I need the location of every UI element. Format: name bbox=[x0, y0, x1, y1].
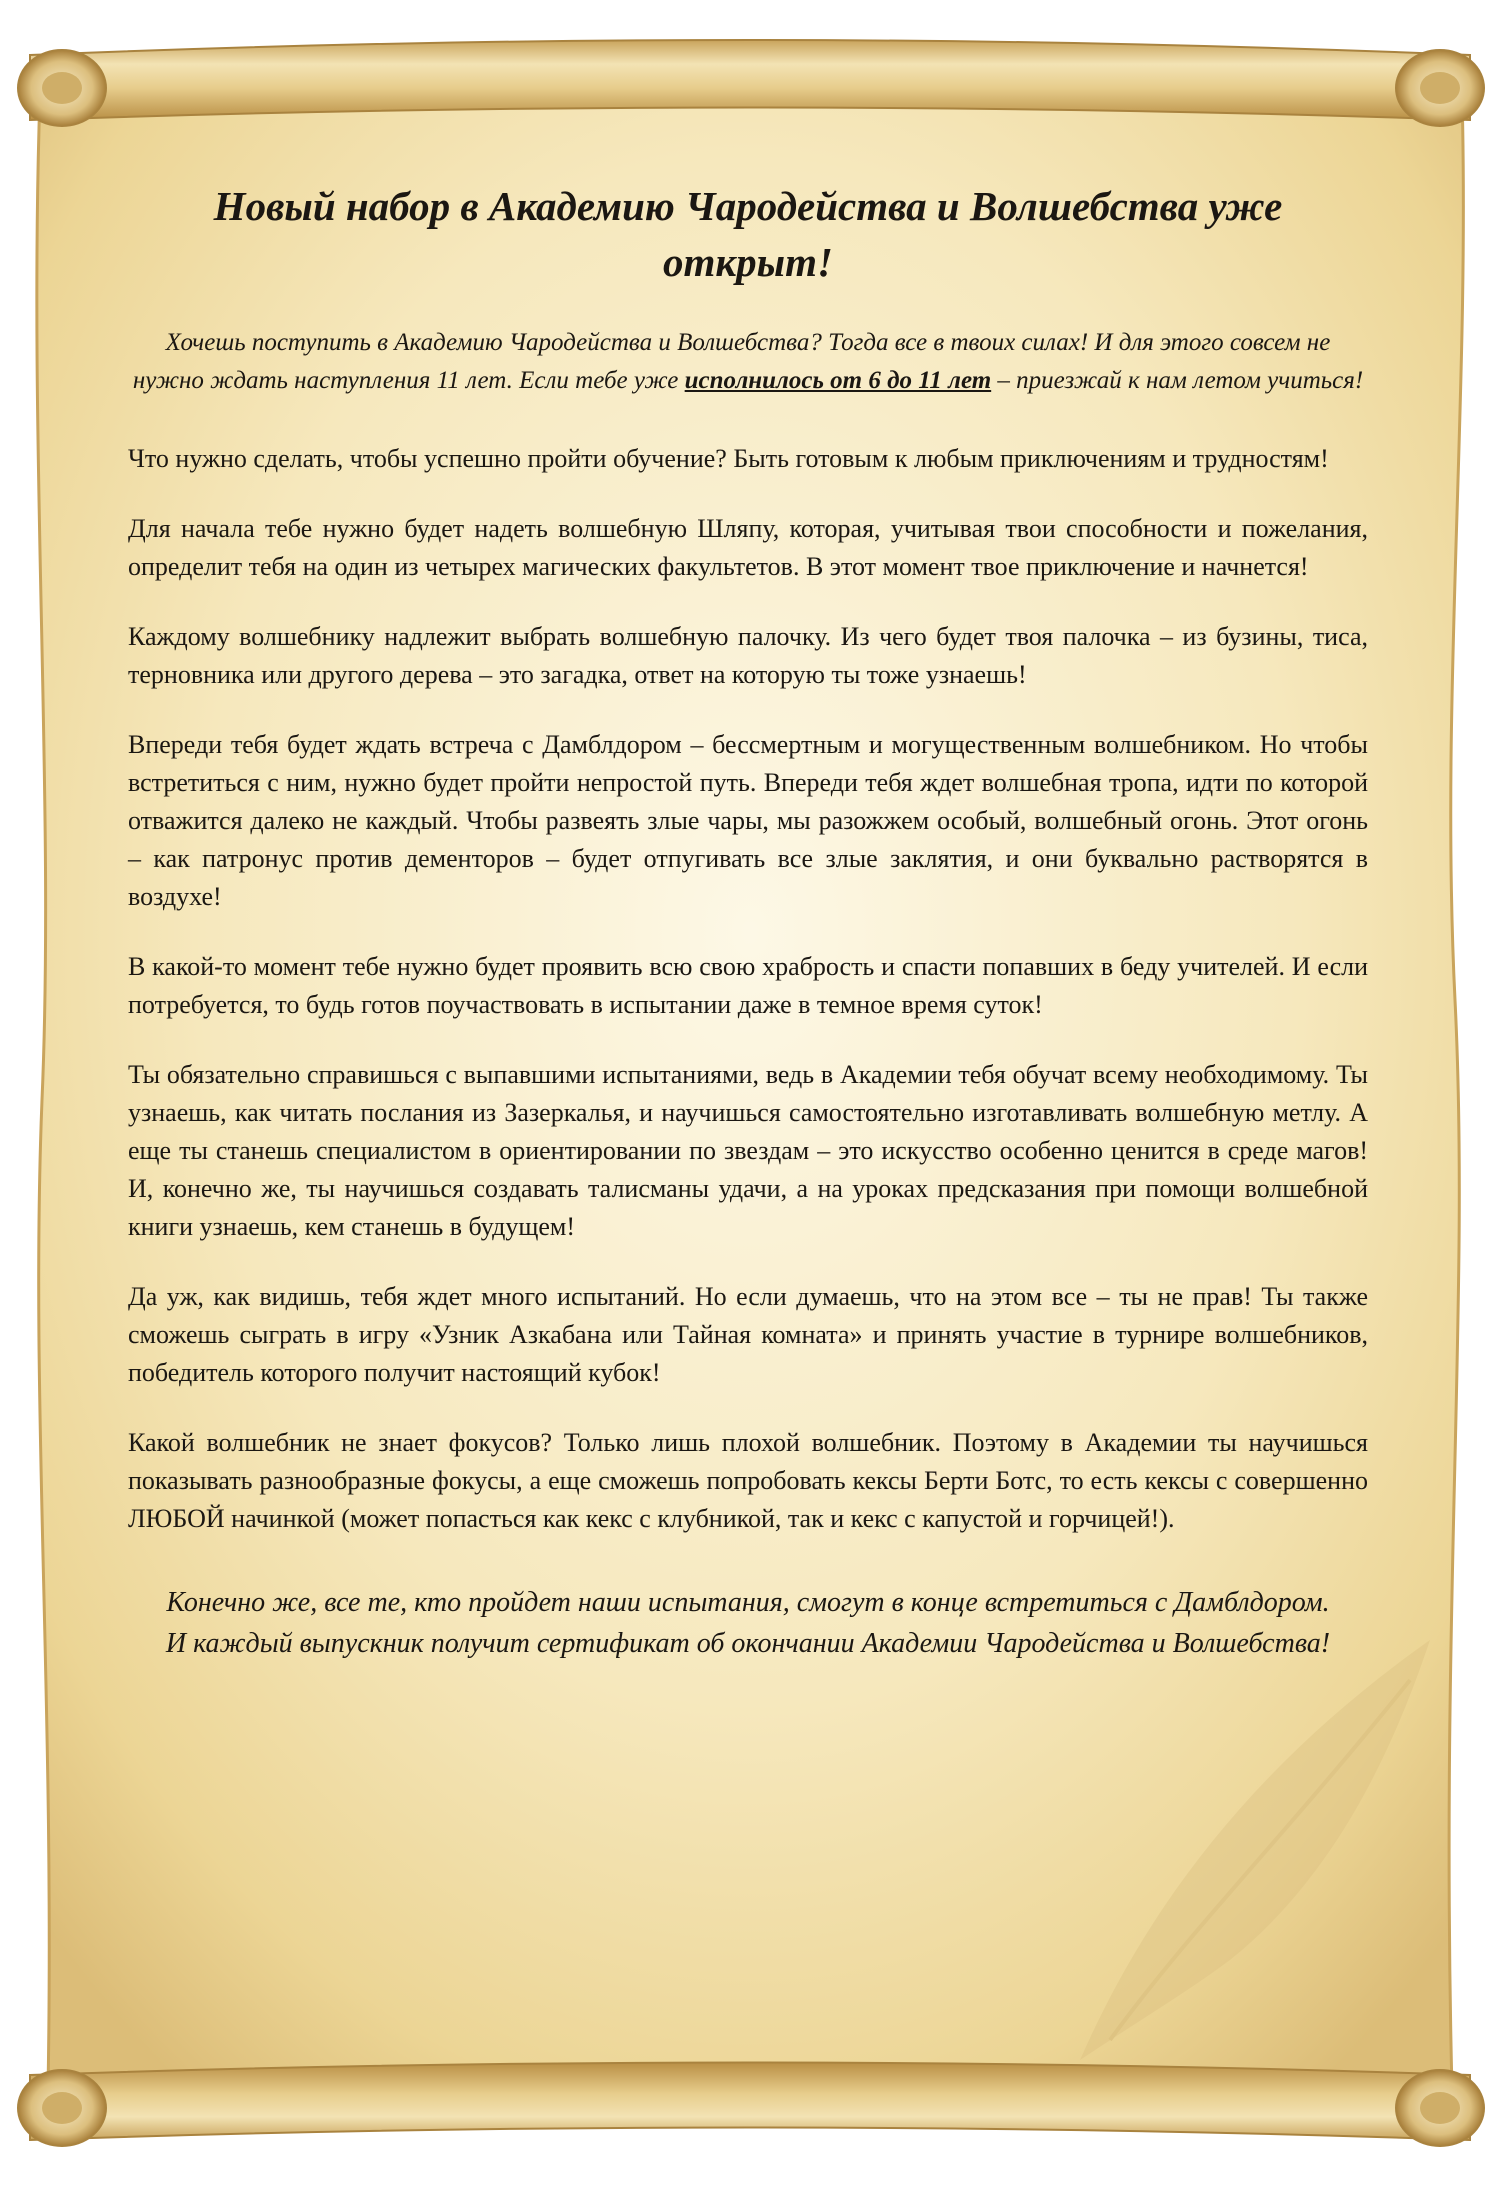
intro-paragraph bbox=[128, 324, 1368, 400]
page-title: Новый набор в Академию Чародейства и Волшебства уже открыт! bbox=[213, 183, 1283, 285]
paragraph-3: Каждому волшебнику надлежит выбрать волшебную палочку. Из чего будет твоя палочка – из бузины, тиса, терновника или другого дерева – это загадка, ответ на которую ты тоже узнаешь! bbox=[128, 622, 1368, 689]
document-body bbox=[128, 178, 1368, 1664]
closing-paragraph: Конечно же, все те, кто пройдет наши испытания, смогут в конце встретиться с Дамблдором. И каждый выпускник получит сертификат об окончании Академии Чародейства и Волшебства! bbox=[165, 1587, 1331, 1659]
paragraph-7: Да уж, как видишь, тебя ждет много испытаний. Но если думаешь, что на этом все – ты не прав! Ты также сможешь сыграть в игру «Узник Азкабана или Тайная комната» и принять участие в турнире волшебников, победитель которого получит настоящий кубок! bbox=[128, 1282, 1368, 1387]
paragraph-4: Впереди тебя будет ждать встреча с Дамблдором – бессмертным и могущественным волшебником. Но чтобы встретиться с ним, нужно будет пройти непростой путь. Впереди тебя ждет волшебная тропа, идти по которой отважится далеко не каждый. Чтобы развеять злые чары, мы разожжем особый, волшебный огонь. Этот огонь – как патронус против дементоров – будет отпугивать все злые заклятия, и они буквально растворятся в воздухе! bbox=[128, 730, 1368, 911]
paragraph-5: В какой-то момент тебе нужно будет проявить всю свою храбрость и спасти попавших в беду учителей. И если потребуется, то будь готов поучаствовать в испытании даже в темное время суток! bbox=[128, 952, 1368, 1019]
paragraph-8: Какой волшебник не знает фокусов? Только лишь плохой волшебник. Поэтому в Академии ты научишься показывать разнообразные фокусы, а еще сможешь попробовать кексы Берти Ботс, то есть кексы с совершенно ЛЮБОЙ начинкой (может попасться как кекс с клубникой, так и кекс с капустой и горчицей!). bbox=[128, 1428, 1368, 1533]
paragraph-1: Что нужно сделать, чтобы успешно пройти обучение? Быть готовым к любым приключениям и трудностям! bbox=[128, 444, 1329, 473]
paragraph-6: Ты обязательно справишься с выпавшими испытаниями, ведь в Академии тебя обучат всему необходимому. Ты узнаешь, как читать послания из Зазеркалья, и научишься самостоятельно изготавливать волшебную метлу. А еще ты станешь специалистом в ориентировании по звездам – это искусство особенно ценится в среде магов! И, конечно же, ты научишься создавать талисманы удачи, а на уроках предсказания при помощи волшебной книги узнаешь, кем станешь в будущем! bbox=[128, 1060, 1368, 1241]
intro-text-before: Хочешь поступить в Академию Чародейства и Волшебства? Тогда все в твоих силах! И для этого совсем не нужно ждать наступления 11 лет. Если тебе уже bbox=[132, 329, 1331, 394]
paragraph-2: Для начала тебе нужно будет надеть волшебную Шляпу, которая, учитывая твои способности и пожелания, определит тебя на один из четырех магических факультетов. В этот момент твое приключение и начнется! bbox=[128, 514, 1368, 581]
intro-text-after: – приезжай к нам летом учиться! bbox=[991, 367, 1364, 394]
age-highlight: исполнилось от 6 до 11 лет bbox=[684, 367, 992, 394]
